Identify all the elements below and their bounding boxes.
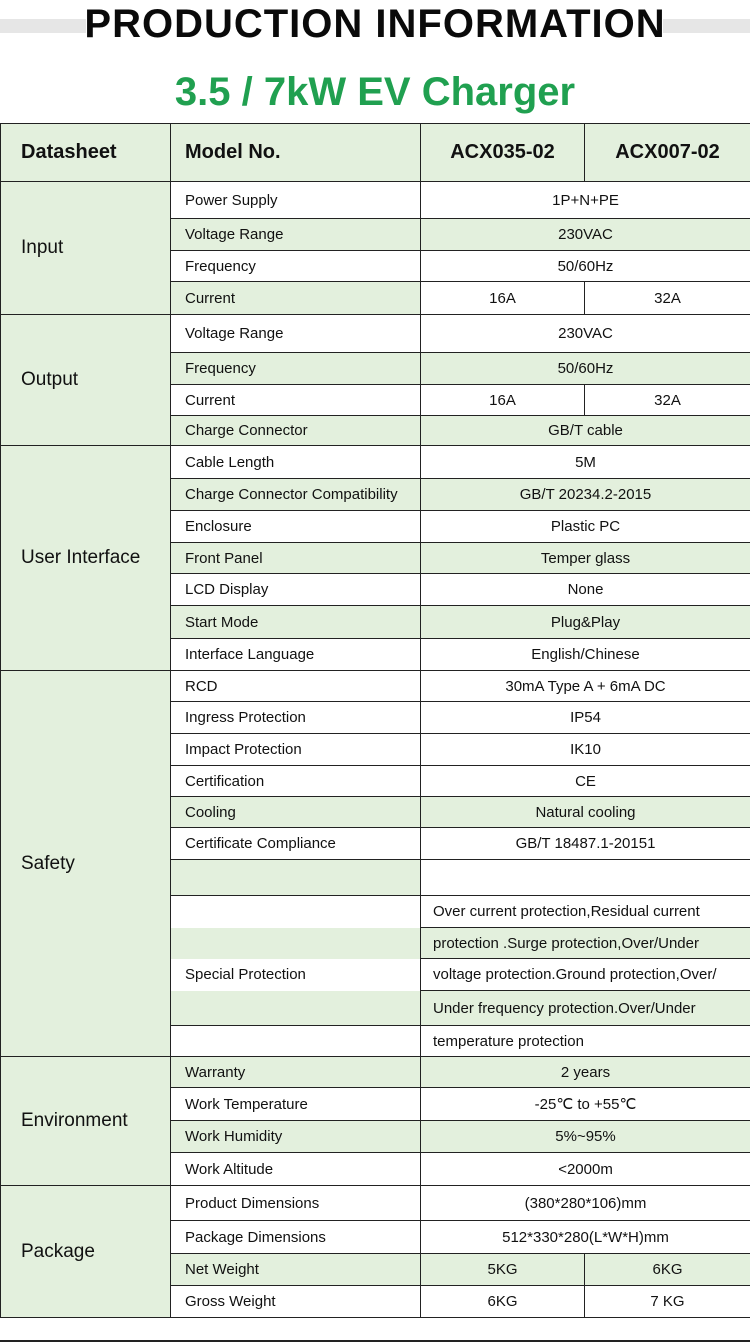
row-value: English/Chinese bbox=[421, 639, 750, 671]
spacer-cell bbox=[171, 928, 421, 959]
row-label: Start Mode bbox=[171, 606, 421, 639]
row-value: 5M bbox=[421, 446, 750, 479]
row-value: -25℃ to +55℃ bbox=[421, 1088, 750, 1121]
row-value: 512*330*280(L*W*H)mm bbox=[421, 1221, 750, 1254]
row-label: Current bbox=[171, 385, 421, 416]
row-label: Warranty bbox=[171, 1057, 421, 1088]
spec-table bbox=[0, 123, 750, 1318]
row-value: Temper glass bbox=[421, 543, 750, 574]
row-value-a: 16A bbox=[421, 385, 585, 416]
row-label: Cooling bbox=[171, 797, 421, 828]
row-value-b: 6KG bbox=[585, 1254, 750, 1286]
row-label: Product Dimensions bbox=[171, 1186, 421, 1221]
row-label: Net Weight bbox=[171, 1254, 421, 1286]
row-value: Natural cooling bbox=[421, 797, 750, 828]
row-label: RCD bbox=[171, 671, 421, 702]
row-label: Frequency bbox=[171, 251, 421, 282]
row-value-b: 7 KG bbox=[585, 1286, 750, 1318]
row-label: Enclosure bbox=[171, 511, 421, 543]
row-label: Charge Connector Compatibility bbox=[171, 479, 421, 511]
spacer-cell bbox=[171, 860, 421, 896]
spacer-cell bbox=[421, 860, 750, 896]
row-value: (380*280*106)mm bbox=[421, 1186, 750, 1221]
header-model-no: Model No. bbox=[171, 124, 421, 182]
row-value: 50/60Hz bbox=[421, 251, 750, 282]
row-value: 1P+N+PE bbox=[421, 182, 750, 219]
product-subtitle: 3.5 / 7kW EV Charger bbox=[174, 70, 576, 114]
section-safety: Safety bbox=[1, 671, 171, 1057]
row-label: Frequency bbox=[171, 353, 421, 385]
section-environment: Environment bbox=[1, 1057, 171, 1186]
row-label: Work Humidity bbox=[171, 1121, 421, 1153]
row-value: CE bbox=[421, 766, 750, 797]
row-value: 50/60Hz bbox=[421, 353, 750, 385]
row-label: Ingress Protection bbox=[171, 702, 421, 734]
row-label: Work Temperature bbox=[171, 1088, 421, 1121]
row-label: LCD Display bbox=[171, 574, 421, 606]
row-value-a: 6KG bbox=[421, 1286, 585, 1318]
row-label: Impact Protection bbox=[171, 734, 421, 766]
row-label: Certificate Compliance bbox=[171, 828, 421, 860]
row-label: Cable Length bbox=[171, 446, 421, 479]
row-value: 5%~95% bbox=[421, 1121, 750, 1153]
row-value-a: 5KG bbox=[421, 1254, 585, 1286]
bottom-divider bbox=[0, 1340, 750, 1342]
table-row bbox=[1, 446, 750, 479]
row-value-b: 32A bbox=[585, 282, 750, 315]
row-value: 30mA Type A + 6mA DC bbox=[421, 671, 750, 702]
special-protection-line-3: voltage protection.Ground protection,Over/ bbox=[421, 959, 750, 991]
row-label: Current bbox=[171, 282, 421, 315]
row-value: GB/T cable bbox=[421, 416, 750, 446]
row-label: Voltage Range bbox=[171, 315, 421, 353]
row-value-a: 16A bbox=[421, 282, 585, 315]
row-value: 230VAC bbox=[421, 219, 750, 251]
row-value: 2 years bbox=[421, 1057, 750, 1088]
row-label: Interface Language bbox=[171, 639, 421, 671]
special-protection-line-1: Over current protection,Residual current bbox=[421, 896, 750, 928]
table-row bbox=[1, 671, 750, 702]
section-input: Input bbox=[1, 182, 171, 315]
header-model-b: ACX007-02 bbox=[585, 124, 750, 182]
row-label: Work Altitude bbox=[171, 1153, 421, 1186]
table-row bbox=[1, 1186, 750, 1221]
row-value: None bbox=[421, 574, 750, 606]
section-user-interface: User Interface bbox=[1, 446, 171, 671]
row-value: <2000m bbox=[421, 1153, 750, 1186]
row-value: GB/T 20234.2-2015 bbox=[421, 479, 750, 511]
row-value: 230VAC bbox=[421, 315, 750, 353]
header-datasheet: Datasheet bbox=[1, 124, 171, 182]
row-value: GB/T 18487.1-20151 bbox=[421, 828, 750, 860]
row-label: Power Supply bbox=[171, 182, 421, 219]
spacer-cell bbox=[171, 896, 421, 928]
section-output: Output bbox=[1, 315, 171, 446]
table-row bbox=[1, 182, 750, 219]
table-row bbox=[1, 1057, 750, 1088]
table-row bbox=[1, 315, 750, 353]
special-protection-label: Special Protection bbox=[171, 959, 421, 991]
special-protection-line-5: temperature protection bbox=[421, 1026, 750, 1057]
row-value-b: 32A bbox=[585, 385, 750, 416]
header-model-a: ACX035-02 bbox=[421, 124, 585, 182]
row-label: Charge Connector bbox=[171, 416, 421, 446]
row-label: Package Dimensions bbox=[171, 1221, 421, 1254]
row-value: IK10 bbox=[421, 734, 750, 766]
spacer-cell bbox=[171, 1026, 421, 1057]
row-value: IP54 bbox=[421, 702, 750, 734]
page-title: PRODUCTION INFORMATION bbox=[84, 2, 666, 46]
row-value: Plastic PC bbox=[421, 511, 750, 543]
row-label: Gross Weight bbox=[171, 1286, 421, 1318]
row-value: Plug&Play bbox=[421, 606, 750, 639]
row-label: Voltage Range bbox=[171, 219, 421, 251]
page-header bbox=[0, 0, 750, 123]
special-protection-line-4: Under frequency protection.Over/Under bbox=[421, 991, 750, 1026]
row-label: Certification bbox=[171, 766, 421, 797]
row-label: Front Panel bbox=[171, 543, 421, 574]
special-protection-line-2: protection .Surge protection,Over/Under bbox=[421, 928, 750, 959]
spacer-cell bbox=[171, 991, 421, 1026]
section-package: Package bbox=[1, 1186, 171, 1318]
table-header-row bbox=[1, 124, 750, 182]
